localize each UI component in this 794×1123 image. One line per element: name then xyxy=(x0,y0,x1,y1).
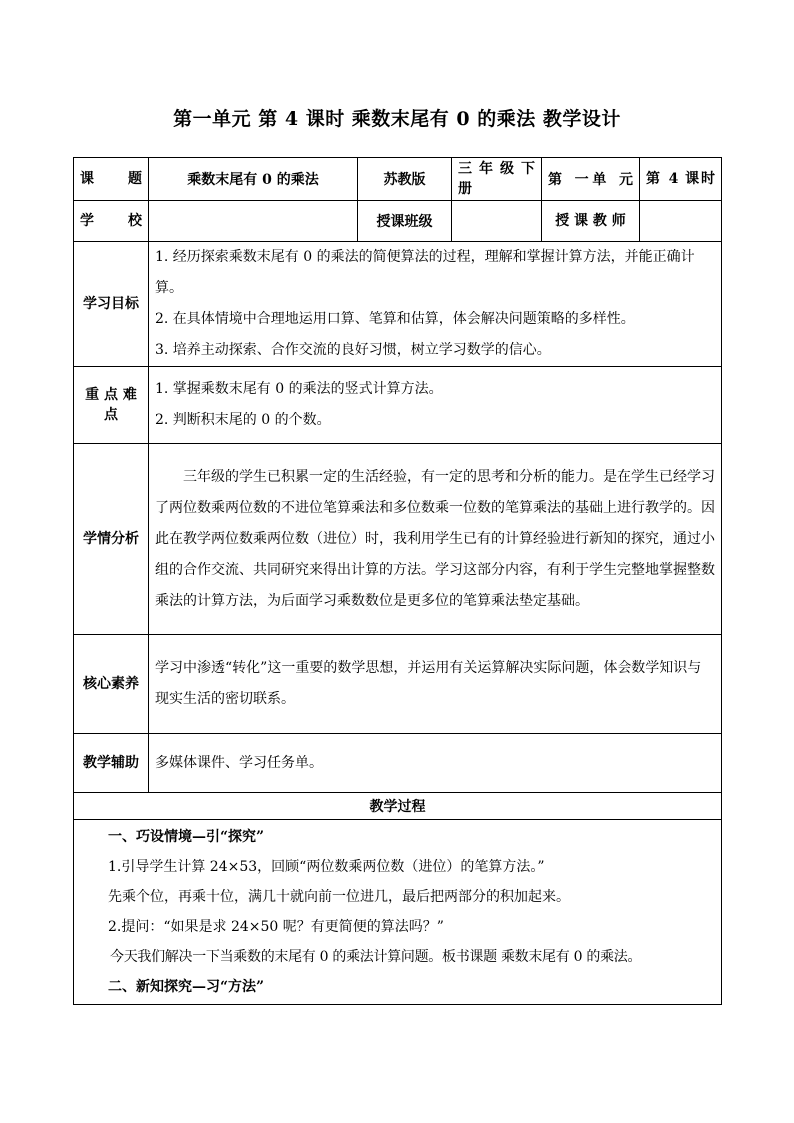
header-row xyxy=(74,158,722,201)
process-row xyxy=(74,820,722,1005)
key-point-item: 1. 掌握乘数末尾有 0 的乘法的竖式计算方法。 xyxy=(155,381,443,397)
subject-value: 乘数末尾有 0 的乘法 xyxy=(149,158,358,201)
aids-content xyxy=(149,734,722,793)
class-label: 授课班级 xyxy=(358,201,452,242)
key-points-label: 重 点 难 点 xyxy=(74,367,149,444)
publisher: 苏教版 xyxy=(358,158,452,201)
process-content xyxy=(74,820,722,1005)
aids-text: 多媒体课件、学习任务单。 xyxy=(155,754,323,771)
subject-label: 课 题 xyxy=(74,158,149,201)
process-line: 先乘个位，再乘十位，满几十就向前一位进几，最后把两部分的积加起来。 xyxy=(108,889,570,905)
school-label: 学 校 xyxy=(74,201,149,242)
literacy-text: 学习中渗透“转化”这一重要的数学思想，并运用有关运算解决实际问题，体会数学知识与现实生活的密切联系。 xyxy=(155,660,702,707)
process-heading-row xyxy=(74,793,722,820)
analysis-label: 学情分析 xyxy=(74,444,149,635)
process-line: 二、新知探究—习“方法” xyxy=(108,979,265,995)
key-points-row xyxy=(74,367,722,444)
unit: 第 一单 元 xyxy=(542,158,640,201)
process-line: 今天我们解决一下当乘数的末尾有 0 的乘法计算问题。板书课题 乘数末尾有 0 的乘法。 xyxy=(110,949,642,965)
process-line: 1.引导学生计算 24×53，回顾“两位数乘两位数（进位）的笔算方法。” xyxy=(108,859,545,875)
school-value xyxy=(149,201,358,242)
analysis-text: 三年级的学生已积累一定的生活经验，有一定的思考和分析的能力。是在学生已经学习了两位数乘两位数的不进位笔算乘法和多位数乘一位数的笔算乘法的基础上进行教学的。因此在教学两位数乘两位数（进位）时，我利用学生已有的计算经验进行新知的探究，通过小组的合作交流、共同研究来得出计算的方法。学习这部分内容，有利于学生完整地掌握整数乘法的计算方法，为后面学习乘数数位是更多位的笔算乘法垫定基础。 xyxy=(155,468,715,609)
objective-item: 2. 在具体情境中合理地运用口算、笔算和估算，体会解决问题策略的多样性。 xyxy=(155,311,635,327)
school-row xyxy=(74,201,722,242)
aids-label: 教学辅助 xyxy=(74,734,149,793)
literacy-content xyxy=(149,635,722,734)
lesson-plan-table xyxy=(73,157,722,1005)
key-points-content xyxy=(149,367,722,444)
teacher-value xyxy=(640,201,722,242)
literacy-label: 核心素养 xyxy=(74,635,149,734)
grade: 三 年 级 下 册 xyxy=(452,158,542,201)
analysis-content xyxy=(149,444,722,635)
literacy-row xyxy=(74,635,722,734)
aids-row xyxy=(74,734,722,793)
page-title: 第一单元 第 4 课时 乘数末尾有 0 的乘法 教学设计 xyxy=(173,108,621,130)
process-line: 一、巧设情境—引“探究” xyxy=(108,829,265,845)
teacher-label: 授 课 教 师 xyxy=(542,201,640,242)
objectives-row xyxy=(74,242,722,367)
objective-item: 1. 经历探索乘数末尾有 0 的乘法的简便算法的过程，理解和掌握计算方法，并能正确计算。 xyxy=(155,249,695,296)
key-point-item: 2. 判断积末尾的 0 的个数。 xyxy=(155,412,331,428)
objectives-label: 学习目标 xyxy=(74,242,149,367)
objectives-content xyxy=(149,242,722,367)
analysis-row xyxy=(74,444,722,635)
class-value xyxy=(452,201,542,242)
lesson-number: 第 4 课时 xyxy=(640,158,722,201)
objective-item: 3. 培养主动探索、合作交流的良好习惯，树立学习数学的信心。 xyxy=(155,342,551,358)
process-line: 2.提问：“如果是求 24×50 呢？有更简便的算法吗？” xyxy=(108,919,444,935)
process-heading: 教学过程 xyxy=(74,793,722,820)
